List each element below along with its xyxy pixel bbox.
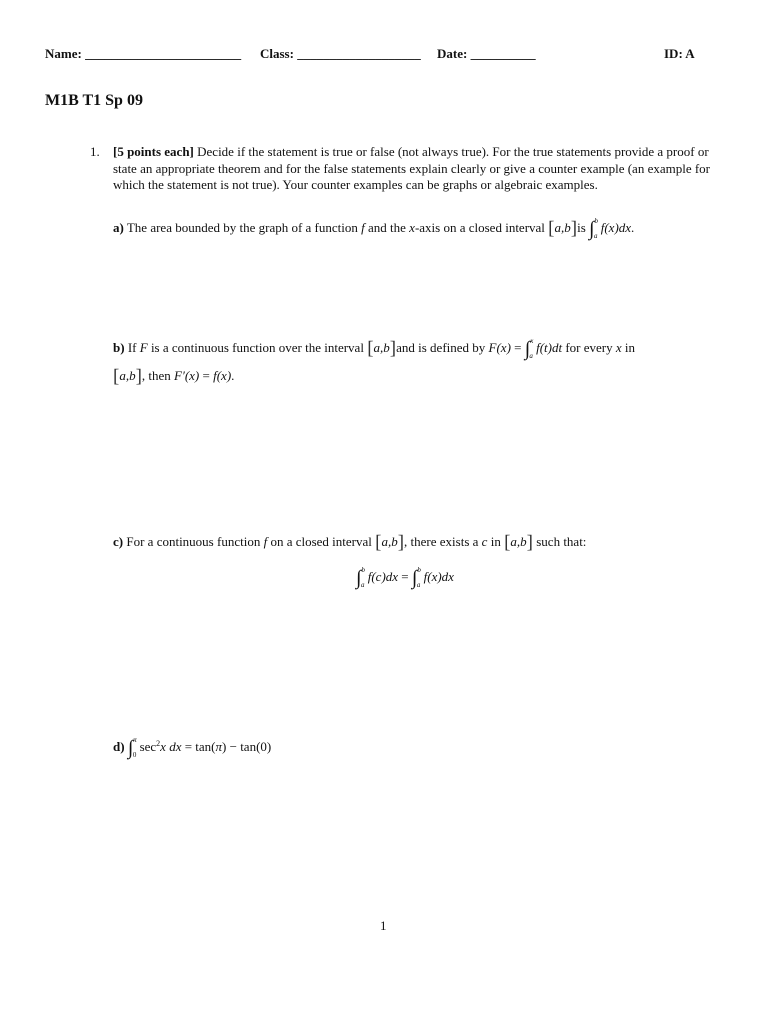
right-bracket: ] [526, 532, 533, 553]
part-c-statement [113, 532, 586, 551]
F-prime-of-x: F′(x) [174, 368, 200, 383]
sec-function: sec [136, 739, 157, 754]
right-bracket: ] [389, 338, 397, 359]
part-b-statement-line1 [113, 337, 635, 359]
lower-limit: 0 [132, 751, 137, 759]
id-label: ID: A [664, 46, 695, 61]
upper-limit: b [361, 566, 365, 574]
left-bracket: [ [113, 366, 120, 387]
points-label: [5 points each] [113, 144, 194, 159]
part-a-label: a) [113, 220, 124, 235]
part-c-text: on a closed interval [267, 534, 376, 549]
rhs-integrand: f(x)dx [423, 569, 454, 584]
part-c-equation [356, 566, 454, 588]
upper-limit: b [594, 217, 598, 225]
question-number: 1. [90, 144, 100, 159]
f-of-x: f(x) [213, 368, 232, 383]
right-bracket: ] [570, 218, 578, 239]
var-x: x [409, 220, 415, 235]
var-f: f [361, 220, 365, 235]
integral-sign-icon: ∫ [411, 567, 418, 589]
var-x: x [615, 340, 622, 355]
part-b-text: , then [141, 368, 175, 383]
integral-sign-icon: ∫ [356, 567, 362, 589]
interval: a,b [554, 220, 571, 235]
interval: a,b [373, 340, 390, 355]
equals: = [199, 368, 214, 383]
part-b-text: is a continuous function over the interval [147, 340, 368, 355]
instructions-text: Decide if the statement is true or false (not always true). For the true statements provide a proof or state an appropriate theorem and for the false statements explain clearly or give a counter example (an example for which the statement is not true). Your counter examples can be graphs or algebraic examples. [113, 144, 711, 192]
differential: x dx [160, 739, 182, 754]
part-c-text: such that: [532, 534, 587, 549]
part-b-text: for every [562, 340, 616, 355]
upper-limit: π [133, 736, 137, 744]
lhs-integrand: f(c)dx [367, 569, 399, 584]
part-d-label: d) [113, 739, 125, 754]
upper-limit: b [417, 566, 421, 574]
equals: = [510, 340, 525, 355]
interval: a,b [119, 368, 136, 383]
part-b-text: and is defined by [396, 340, 489, 355]
var-c: c [481, 534, 488, 549]
rhs-text: ) − tan(0) [222, 739, 272, 754]
integrand: f(x)dx [600, 220, 632, 235]
part-a-text: -axis on a closed interval [414, 220, 549, 235]
part-c-text: , there exists a [404, 534, 482, 549]
integrand: f(t)dt [536, 340, 563, 355]
part-c-label: c) [113, 534, 124, 549]
right-bracket: ] [397, 532, 405, 553]
exam-title: M1B T1 Sp 09 [45, 92, 143, 109]
right-bracket: ] [135, 366, 142, 387]
rhs-text: = tan( [181, 739, 216, 754]
integral-sign-icon: ∫ [127, 737, 134, 759]
part-b-text: If [124, 340, 140, 355]
question-instructions [113, 144, 725, 194]
part-b-label: b) [113, 340, 125, 355]
integral-sign-icon: ∫ [524, 338, 531, 360]
interval: a,b [381, 534, 398, 549]
upper-limit: x [530, 337, 534, 345]
F-of-x: F(x) [488, 340, 511, 355]
part-a-text: is [577, 220, 589, 235]
lower-limit: a [593, 232, 598, 240]
exponent: 2 [156, 739, 161, 748]
interval: a,b [510, 534, 527, 549]
period: . [231, 368, 235, 383]
part-a-text: and the [364, 220, 410, 235]
var-F: F [139, 340, 148, 355]
var-f: f [263, 534, 268, 549]
left-bracket: [ [548, 218, 555, 239]
class-field-label: Class: ___________________ [260, 46, 421, 61]
part-a-text: The area bounded by the graph of a function [123, 220, 362, 235]
lower-limit: a [360, 581, 365, 589]
left-bracket: [ [504, 532, 511, 553]
part-a-statement [113, 217, 634, 239]
lower-limit: a [416, 581, 421, 589]
page-number: 1 [380, 918, 387, 933]
left-bracket: [ [367, 338, 374, 359]
period: . [631, 220, 635, 235]
equals: = [398, 569, 412, 584]
part-d-statement [113, 736, 271, 758]
part-b-text: in [621, 340, 636, 355]
pi-symbol: π [215, 739, 223, 754]
part-c-text: in [487, 534, 505, 549]
integral-sign-icon: ∫ [589, 218, 595, 240]
part-c-text: For a continuous function [123, 534, 264, 549]
date-field-label: Date: __________ [437, 46, 536, 61]
part-b-statement-line2 [113, 366, 234, 385]
lower-limit: a [529, 352, 533, 360]
name-field-label: Name: ________________________ [45, 46, 242, 61]
left-bracket: [ [375, 532, 382, 553]
